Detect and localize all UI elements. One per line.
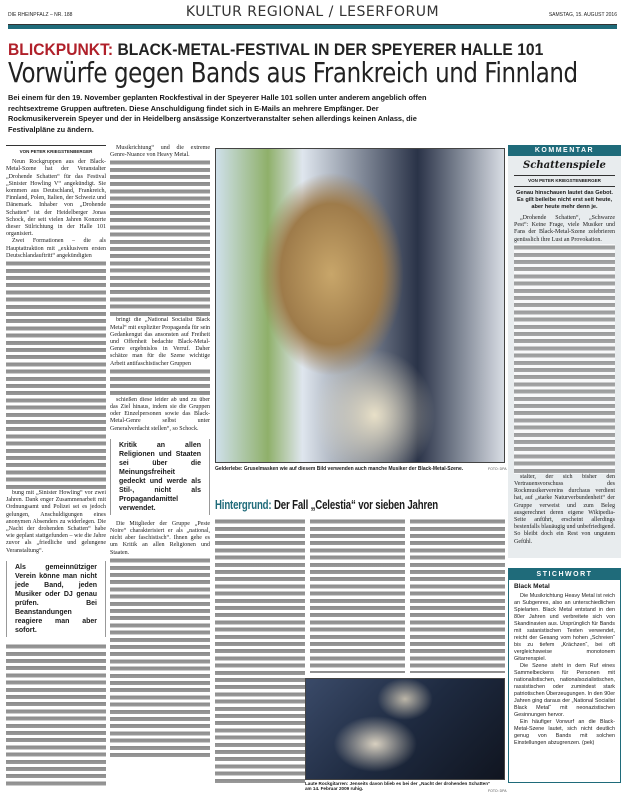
glossary-box: [508, 568, 621, 783]
glossary-text: Die Szene steht in dem Ruf eines Sammelbeckens für Personen mit nationalistischen, nationalsozialistischen, rassistischen oder zumindest stark patriotischen Überzeugungen. In den 90er Jahren ging daraus der „National Socialist Black Metal“ mit neonazistischen Gesinnungen hervor.: [514, 663, 615, 718]
photo-caption: Gelderlebe: Gruselmasken wie auf diesem Bild verwenden auch manche Musiker der Black-Metal-Szene.: [215, 466, 464, 472]
commentary-box: [508, 145, 621, 558]
article-column-1: [6, 145, 106, 787]
article-column-2: [110, 145, 210, 759]
commentary-byline: VON PETER KRIEGSTENBERGER: [514, 175, 615, 183]
kicker-text: BLACK-METAL-FESTIVAL IN DER SPEYERER HALLE 101: [117, 40, 544, 59]
glossary-text: Ein häufiger Vorwurf an die Black-Metal-Szene lautet, sich nicht deutlich genug von Bands mit solchen Einstellungen abzugrenzen. (pek): [514, 719, 615, 746]
kicker-label: BLICKPUNKT:: [8, 40, 114, 59]
newspaper-name: DIE RHEINPFALZ – NR. 188: [8, 12, 73, 18]
background-column-3: [410, 518, 505, 673]
commentary-title: Schattenspiele: [523, 160, 606, 171]
body-text-lines: [110, 557, 210, 759]
background-headline: [215, 497, 438, 512]
headline: Vorwürfe gegen Bands aus Frankreich und Finnland: [8, 56, 578, 89]
photo2-caption: Laute Rockgitarren: Jenseits davon blieb es bei der „Nacht der drohenden Schatten“ am 14. Februar 2009 ruhig.: [305, 781, 491, 791]
section-title: KULTUR REGIONAL / LESERFORUM: [185, 4, 440, 20]
paragraph: bung mit „Sinister Howling“ vor zwei Jahren. Dank enger Zusammenarbeit mit Ordnungsamt und Polizei sei es jedoch gelungen, Anschuldigungen eines anonymen Absenders zu widerlegen. Die „Nacht der drohenden Schatten“ habe wie geplant stattgefunden – wie die Jahre zuvor als „friedliche und gelungene Veranstaltung“.: [6, 490, 106, 554]
pull-quote: Als gemeinnütziger Verein könne man nicht jede Band, jeden Musiker oder DJ genau prüfen. Bei Beanstandungen reagiere man aber sofort.: [6, 561, 106, 637]
photo-credit: FOTO: DPA: [488, 467, 507, 471]
paragraph: Musikrichtung“ und die extreme Genre-Nuance von Heavy Metal.: [110, 145, 210, 159]
body-text-lines: [110, 159, 210, 317]
paragraph: bringt die „National Socialist Black Metal“ mit expliziter Propaganda für sein Gedankengut das ansonsten auf Freiheit und Offenheit bedachte Black-Metal-Genre ergebnislos in Verruf. Daher schätze man für die Szene wichtige Arbeit antifaschistischer Gruppen: [110, 317, 210, 367]
commentary-text: „Drohende Schatten“, „Schwarze Pest“: Keine Frage, viele Musiker und Fans der Black-Metal-Szene zelebrieren genüsslich ihre Lust an Provokation.: [514, 215, 615, 243]
background-column-2: [310, 518, 405, 673]
glossary-label: STICHWORT: [509, 569, 620, 580]
body-text-lines: [110, 368, 210, 397]
photo2-credit: FOTO: DPA: [488, 789, 507, 793]
glossary-title: Black Metal: [514, 583, 550, 590]
paragraph: Neun Rockgruppen aus der Black-Metal-Szene hat der Veranstalter „Drohende Schatten“ für das Festival „Sinister Howling V“ angekündigt. Sie kommen aus Deutschland, Frankreich, Finnland, Polen, Italien, der Schweiz und Dänemark. Inhaber von „Drohende Schatten“ ist der Heidelberger Jonas Schock, der seit vielen Jahren Konzerte dieser Stilrichtung in der Halle 101 organisiert.: [6, 159, 106, 238]
issue-date: SAMSTAG, 15. AUGUST 2016: [548, 12, 617, 18]
pull-quote: Kritik an allen Religionen und Staaten sei über die Meinungsfreiheit gedeckt und werde als Stil-, nicht als Propagandamittel verwendet.: [110, 439, 210, 515]
background-column-1: [215, 518, 305, 786]
background-label: Hintergrund:: [215, 497, 272, 512]
lede: Bei einem für den 19. November geplanten Rockfestival in der Speyerer Halle 101 sollen unter anderem angeblich offen rechtsextreme Gruppen auftreten. Diese Anschuldigung findet sich in E-Mails an mehrere Empfänger. Der Rockmusikerverein Speyer und der in Heidelberg ansässige Konzertveranstalter sehen allerdings keinen Anlass, die Festivalpläne zu ändern.: [8, 93, 427, 134]
paragraph: Zwei Formationen – die als Hauptattraktion mit „exklusivem ersten Deutschlandauftritt“ angekündigten: [6, 238, 106, 259]
commentary-lede: Genau hinschauen lautet das Gebot. Es gilt beileibe nicht erst seit heute, aber heute mehr denn je.: [514, 186, 615, 211]
background-title: Der Fall „Celestia“ vor sieben Jahren: [274, 497, 439, 512]
main-photo-mask: [215, 148, 505, 463]
paragraph: Die Mitglieder der Gruppe „Peste Noire“ charakterisiert er als „national, nicht aber faschistisch“. Ihnen gehe es um Kritik an allen Religionen und Staaten.: [110, 520, 210, 556]
body-text-lines: [514, 244, 615, 474]
paragraph: schießen diese leider ab und zu über das Ziel hinaus, indem sie die Gruppen oder Einzelpersonen sowie das Black-Metal-Genre selbst unter Generalverdacht stellen“, so Schock.: [110, 396, 210, 432]
commentary-text-end: stalter, der sich bisher den Vertrauensvorschuss des Rockmusikervereins durchaus verdient hat, auf „starke Naturverbundenheit“ der Gruppe verweist und zum Beleg ausgerechnet deren eigene Wikipedia-Seite anführt, erscheint allerdings bestenfalls blauäugig und unbefriedigend. So bleibt doch ein Rest von ungutem Gefühl.: [514, 473, 615, 545]
body-text-lines: [6, 643, 106, 787]
commentary-label: KOMMENTAR: [508, 145, 621, 156]
body-text-lines: [6, 260, 106, 490]
byline: VON PETER KRIEGSTENBERGER: [6, 145, 106, 155]
header-rule: [8, 24, 617, 29]
guitar-photo: [305, 678, 505, 780]
glossary-text: Die Musikrichtung Heavy Metal ist reich an Subgenres, also an unterschiedlichen Spielarten. Black Metal entstand in den 80er Jahren und verbreitete sich von Skandinavien aus. Ursprünglich für Bands mit satanistischen Texten verwendet, reicht der Gesang vom hohen „Schreien“ bis zu tiefem „Krächzen“, bei oft vergleichsweise monotonem Gitarrenspiel.: [514, 593, 615, 662]
